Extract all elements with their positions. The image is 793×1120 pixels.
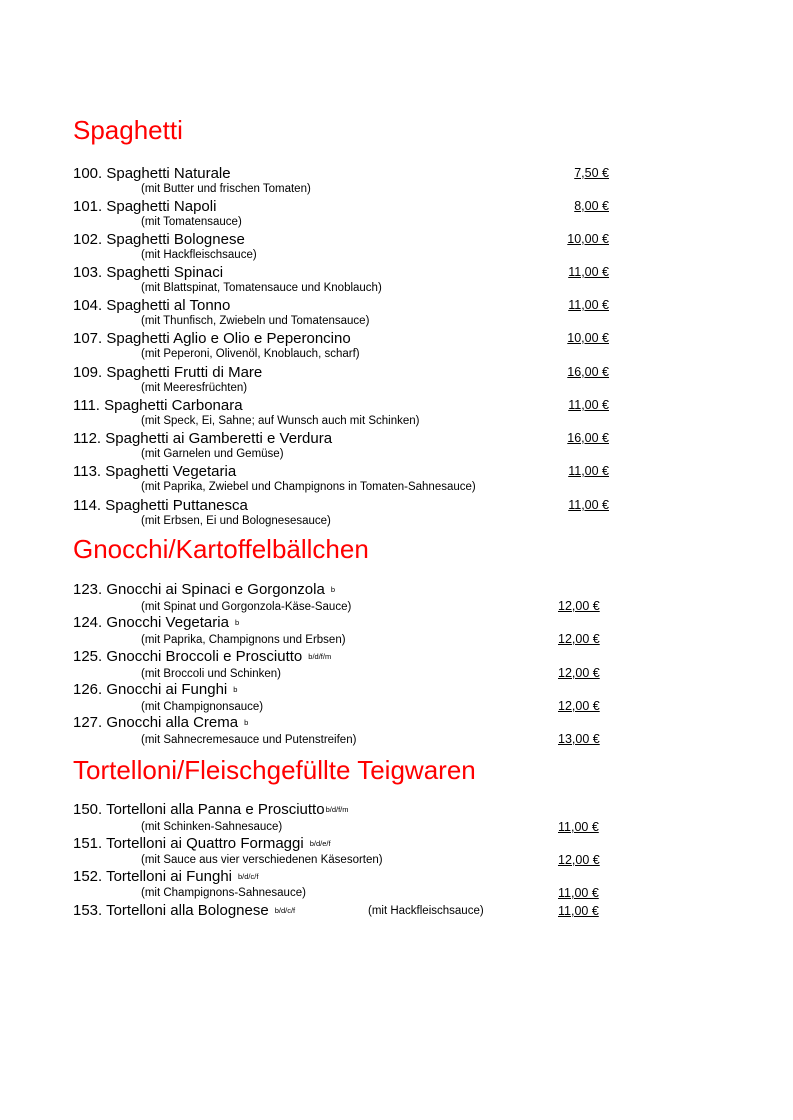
menu-item-description: (mit Broccoli und Schinken) — [141, 668, 281, 680]
allergen-codes: b — [330, 585, 335, 594]
menu-item-price: 12,00 € — [558, 632, 600, 646]
allergen-codes: b/d/f/m — [308, 652, 332, 661]
menu-item-description: (mit Tomatensauce) — [141, 216, 242, 228]
menu-item-price: 11,00 € — [558, 904, 599, 918]
menu-item-description: (mit Spinat und Gorgonzola-Käse-Sauce) — [141, 601, 352, 613]
menu-item-description: (mit Paprika, Champignons und Erbsen) — [141, 634, 346, 646]
menu-item-description: (mit Speck, Ei, Sahne; auf Wunsch auch mit Schinken) — [141, 415, 420, 427]
menu-item-description: (mit Sahnecremesauce und Putenstreifen) — [141, 734, 357, 746]
section-title-gnocchi: Gnocchi/Kartoffelbällchen — [73, 534, 369, 564]
menu-item-name: 150. Tortelloni alla Panna e Prosciuttob/d/f/m — [73, 801, 349, 818]
menu-item-name: 107. Spaghetti Aglio e Olio e Peperoncino — [73, 330, 351, 347]
menu-item-price: 12,00 € — [558, 666, 600, 680]
menu-item-price: 10,00 € — [567, 232, 609, 246]
allergen-codes: b/d/c/f — [274, 906, 296, 915]
section-title-spaghetti: Spaghetti — [73, 115, 183, 145]
menu-item-name: 109. Spaghetti Frutti di Mare — [73, 364, 263, 381]
menu-item-name: 103. Spaghetti Spinaci — [73, 264, 224, 281]
menu-item-description: (mit Thunfisch, Zwiebeln und Tomatensauce) — [141, 315, 370, 327]
section-title-tortelloni: Tortelloni/Fleischgefüllte Teigwaren — [73, 755, 476, 785]
menu-item-description: (mit Meeresfrüchten) — [141, 382, 248, 394]
menu-item-price: 12,00 € — [558, 599, 600, 613]
menu-item-price: 11,00 € — [568, 464, 609, 478]
menu-item-name: 111. Spaghetti Carbonara — [73, 397, 243, 414]
menu-item-price: 11,00 € — [568, 498, 609, 512]
menu-item-description: (mit Butter und frischen Tomaten) — [141, 183, 311, 195]
menu-item-price: 8,00 € — [574, 199, 609, 213]
allergen-codes: b — [244, 718, 249, 727]
menu-item-description: (mit Hackfleischsauce) — [141, 249, 257, 261]
allergen-codes: b/d/c/f — [238, 872, 259, 881]
menu-item-description: (mit Erbsen, Ei und Bolognesesauce) — [141, 515, 331, 527]
menu-item-description: (mit Paprika, Zwiebel und Champignons in Tomaten-Sahnesauce) — [141, 481, 476, 493]
menu-item-name: 100. Spaghetti Naturale — [73, 165, 231, 182]
menu-item-name: 126. Gnocchi ai Funghi b — [73, 681, 238, 698]
allergen-codes: b/d/f/m — [325, 805, 349, 814]
menu-item-description: (mit Champignons-Sahnesauce) — [141, 887, 306, 899]
menu-item-name: 125. Gnocchi Broccoli e Prosciutto b/d/f/m — [73, 648, 332, 665]
menu-item-name: 113. Spaghetti Vegetaria — [73, 463, 237, 480]
menu-item-price: 11,00 € — [568, 298, 609, 312]
menu-item-price: 11,00 € — [568, 398, 609, 412]
menu-item-name: 101. Spaghetti Napoli — [73, 198, 217, 215]
menu-item-name: 152. Tortelloni ai Funghi b/d/c/f — [73, 868, 259, 885]
menu-item-name: 112. Spaghetti ai Gamberetti e Verdura — [73, 430, 333, 447]
menu-item-price: 11,00 € — [568, 265, 609, 279]
menu-item-name: 127. Gnocchi alla Crema b — [73, 714, 249, 731]
menu-item-price: 16,00 € — [567, 431, 609, 445]
menu-item-price: 11,00 € — [558, 886, 599, 900]
menu-item-name: 123. Gnocchi ai Spinaci e Gorgonzola b — [73, 581, 335, 598]
menu-item-name: 104. Spaghetti al Tonno — [73, 297, 231, 314]
menu-item-name: 124. Gnocchi Vegetaria b — [73, 614, 240, 631]
menu-item-description: (mit Sauce aus vier verschiedenen Käsesorten) — [141, 854, 383, 866]
allergen-codes: b — [233, 685, 238, 694]
menu-item-name: 102. Spaghetti Bolognese — [73, 231, 245, 248]
menu-item-price: 11,00 € — [558, 820, 599, 834]
menu-item-price: 12,00 € — [558, 699, 600, 713]
menu-item-price: 13,00 € — [558, 732, 600, 746]
menu-item-description: (mit Hackfleischsauce) — [368, 905, 484, 917]
menu-item-description: (mit Peperoni, Olivenöl, Knoblauch, scharf) — [141, 348, 360, 360]
menu-item-name: 151. Tortelloni ai Quattro Formaggi b/d/e/f — [73, 835, 331, 852]
menu-item-description: (mit Champignonsauce) — [141, 701, 264, 713]
allergen-codes: b/d/e/f — [309, 839, 331, 848]
allergen-codes: b — [234, 618, 240, 627]
menu-item-price: 12,00 € — [558, 853, 600, 867]
menu-item-description: (mit Garnelen und Gemüse) — [141, 448, 284, 460]
menu-item-name: 153. Tortelloni alla Bolognese b/d/c/f — [73, 902, 296, 919]
menu-item-name: 114. Spaghetti Puttanesca — [73, 497, 248, 514]
menu-item-price: 16,00 € — [567, 365, 609, 379]
menu-item-description: (mit Schinken-Sahnesauce) — [141, 821, 283, 833]
menu-item-description: (mit Blattspinat, Tomatensauce und Knoblauch) — [141, 282, 382, 294]
menu-item-price: 10,00 € — [567, 331, 609, 345]
menu-item-price: 7,50 € — [574, 166, 609, 180]
